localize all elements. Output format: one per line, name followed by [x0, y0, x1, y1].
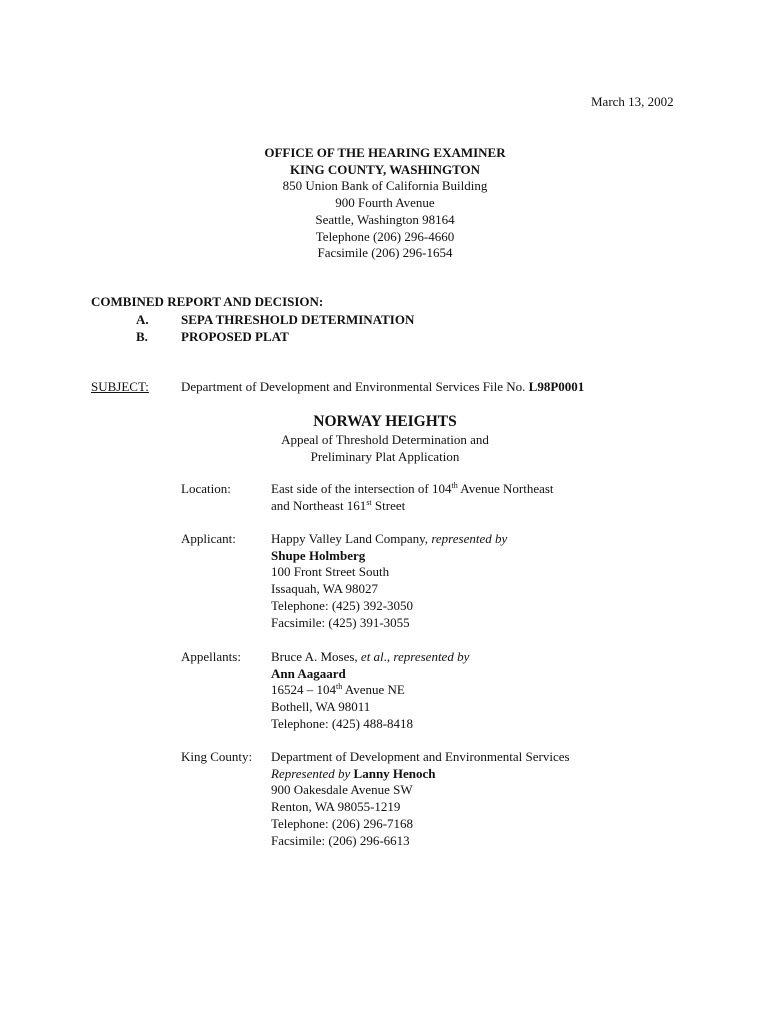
- appellants-representative: Ann Aagaard: [271, 665, 346, 681]
- applicant-facsimile: Facsimile: (425) 391-3055: [271, 614, 410, 630]
- represented-by-text: represented by: [431, 531, 508, 546]
- report-item-text: SEPA THRESHOLD DETERMINATION: [181, 312, 415, 327]
- file-number: L98P0001: [528, 379, 585, 394]
- county-representative: Lanny Henoch: [353, 765, 436, 781]
- location-text: Street: [371, 497, 406, 513]
- report-heading: COMBINED REPORT AND DECISION:: [91, 294, 324, 309]
- county-facsimile: Facsimile: (206) 296-6613: [271, 832, 410, 848]
- applicant-address-line: 100 Front Street South: [271, 564, 390, 580]
- appellants-address: Avenue NE: [342, 682, 405, 698]
- project-subtitle: Preliminary Plat Application: [310, 448, 460, 464]
- appellant-name: Bruce A. Moses,: [271, 649, 361, 664]
- king-county-label: King County:: [181, 749, 253, 764]
- represented-by-text: represented by: [393, 649, 470, 664]
- document-date: March 13, 2002: [591, 94, 674, 109]
- location-value: [271, 481, 554, 514]
- ordinal-suffix: th: [451, 481, 458, 490]
- appellants-address-line: Bothell, WA 98011: [271, 699, 371, 715]
- office-telephone: Telephone (206) 296-4660: [315, 228, 455, 244]
- applicant-company: Happy Valley Land Company,: [271, 531, 432, 546]
- applicant-representative: Shupe Holmberg: [271, 547, 366, 563]
- applicant-label: Applicant:: [181, 531, 236, 546]
- office-header: [0, 145, 770, 262]
- ordinal-suffix: st: [366, 497, 372, 507]
- office-address-line: 850 Union Bank of California Building: [282, 178, 488, 194]
- county-address-line: 900 Oakesdale Avenue SW: [271, 782, 413, 798]
- appellants-telephone: Telephone: (425) 488-8418: [271, 715, 414, 731]
- appellants-address: 16524 – 104: [271, 682, 336, 698]
- location-text: East side of the intersection of 104: [271, 481, 452, 496]
- subject-text: [181, 379, 584, 396]
- applicant-value: [271, 531, 507, 631]
- office-facsimile: Facsimile (206) 296-1654: [317, 245, 453, 261]
- applicant-telephone: Telephone: (425) 392-3050: [271, 597, 414, 613]
- county-telephone: Telephone: (206) 296-7168: [271, 815, 414, 831]
- office-title: OFFICE OF THE HEARING EXAMINER: [264, 145, 506, 160]
- county-department: Department of Development and Environmental Services: [271, 749, 570, 764]
- project-subtitle: Appeal of Threshold Determination and: [281, 432, 489, 447]
- appellants-value: [271, 649, 469, 733]
- office-address-line: 900 Fourth Avenue: [335, 195, 435, 211]
- county-address-line: Renton, WA 98055-1219: [271, 799, 401, 815]
- subject-description: Department of Development and Environmental Services File No.: [181, 379, 529, 394]
- appellants-label: Appellants:: [181, 649, 241, 664]
- location-text: and Northeast 161: [271, 497, 367, 513]
- location-label: Location:: [181, 481, 231, 496]
- represented-by-text: Represented by: [271, 765, 351, 781]
- punctuation: .,: [383, 649, 394, 664]
- project-name: NORWAY HEIGHTS: [313, 413, 457, 430]
- location-text: Avenue Northeast: [457, 481, 554, 496]
- report-item-text: PROPOSED PLAT: [181, 329, 289, 344]
- report-item-letter: B.: [136, 329, 148, 344]
- county-title: KING COUNTY, WASHINGTON: [289, 161, 481, 177]
- report-item-letter: A.: [136, 312, 149, 327]
- subject-label: SUBJECT:: [91, 379, 149, 394]
- applicant-address-line: Issaquah, WA 98027: [271, 581, 379, 597]
- project-block: [0, 412, 770, 465]
- ordinal-suffix: th: [336, 682, 343, 692]
- king-county-value: [271, 749, 570, 849]
- et-al-text: et al: [360, 649, 384, 664]
- office-address-line: Seattle, Washington 98164: [315, 211, 455, 227]
